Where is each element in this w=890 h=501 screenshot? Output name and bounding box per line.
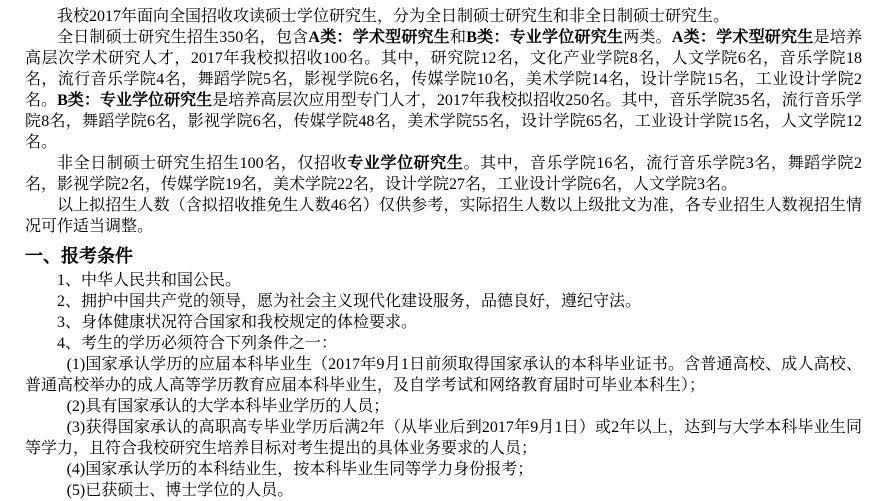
eligibility-sub-item-4: (4)国家承认学历的本科结业生，按本科毕业生同等学力身份报考； [66,461,534,478]
requirement-item-4: 4、考生的学历必须符合下列条件之一： [57,335,338,352]
paragraph-fulltime-plan [25,27,862,153]
section-heading-application-requirements: 一、报考条件 [25,246,133,266]
eligibility-sub-item-1: (1)国家承认学历的应届本科毕业生（2017年9月1日前须取得国家承认的本科毕业证书。含普通高校、成人高校、普通高校举办的成人高等学历教育应届本科毕业生，及自学考试和网络教育届时可毕业本科生）； [25,356,862,394]
type-b-label-bold-repeat: B类：专业学位研究生 [57,92,213,109]
paragraph-overview [25,6,862,27]
and-text: 和 [450,29,467,46]
type-b-label-bold: B类：专业学位研究生 [466,29,624,46]
parttime-intro-text: 非全日制硕士研究生招生100名，仅招收 [57,155,348,172]
eligibility-sub-item-5: (5)已获硕士、博士学位的人员。 [66,482,294,499]
type-a-label-bold-repeat: A类：学术型研究生 [671,29,814,46]
professional-degree-bold: 专业学位研究生 [347,155,464,172]
eligibility-sub-item-2: (2)具有国家承认的大学本科毕业学历的人员； [66,398,390,415]
paragraph-parttime-plan [25,153,862,195]
paragraph-adjustment-note [25,195,862,237]
type-b-detail-text: 是培养高层次应用型专门人才，2017年我校拟招收250名。其中，音乐学院35名，流行音乐学院8名，舞蹈学院6名，影视学院6名，传媒学院48名，美术学院55名，设计学院65名，工业设计学院15名，人文学院12名。 [25,92,862,151]
type-a-label-bold: A类：学术型研究生 [308,29,451,46]
adjustment-note-text: 以上拟招生人数（含拟招收推免生人数46名）仅供参考，实际招生人数以上级批文为准，各专业招生人数视招生情况可作适当调整。 [25,197,862,235]
overview-text: 我校2017年面向全国招收攻读硕士学位研究生，分为全日制硕士研究生和非全日制硕士研究生。 [57,8,730,25]
requirement-item-3: 3、身体健康状况符合国家和我校规定的体检要求。 [57,314,418,331]
requirement-item-1: 1、中华人民共和国公民。 [57,272,242,289]
fulltime-intro-text: 全日制硕士研究生招生350名，包含 [57,29,309,46]
requirement-item-2: 2、拥护中国共产党的领导，愿为社会主义现代化建设服务，品德良好，遵纪守法。 [57,293,642,310]
two-types-text: 两类。 [623,29,672,46]
parttime-detail-text: 。其中，音乐学院16名，流行音乐学院3名，舞蹈学院2名，影视学院2名，传媒学院19名，美术学院22名，设计学院27名，工业设计学院6名，人文学院3名。 [25,155,862,193]
eligibility-sub-item-3: (3)获得国家承认的高职高专毕业学历后满2年（从毕业后到2017年9月1日）或2年以上，达到与大学本科毕业生同等学力，且符合我校研究生培养目标对考生提出的具体业务要求的人员； [25,419,862,457]
type-a-detail-text: 是培养高层次学术研究人才，2017年我校拟招收100名。其中，研究院12名，文化产业学院8名，人文学院6名，音乐学院18名，流行音乐学院4名，舞蹈学院5名，影视学院6名，传媒学院10名，美术学院14名，设计学院15名，工业设计学院2名。 [25,29,862,109]
